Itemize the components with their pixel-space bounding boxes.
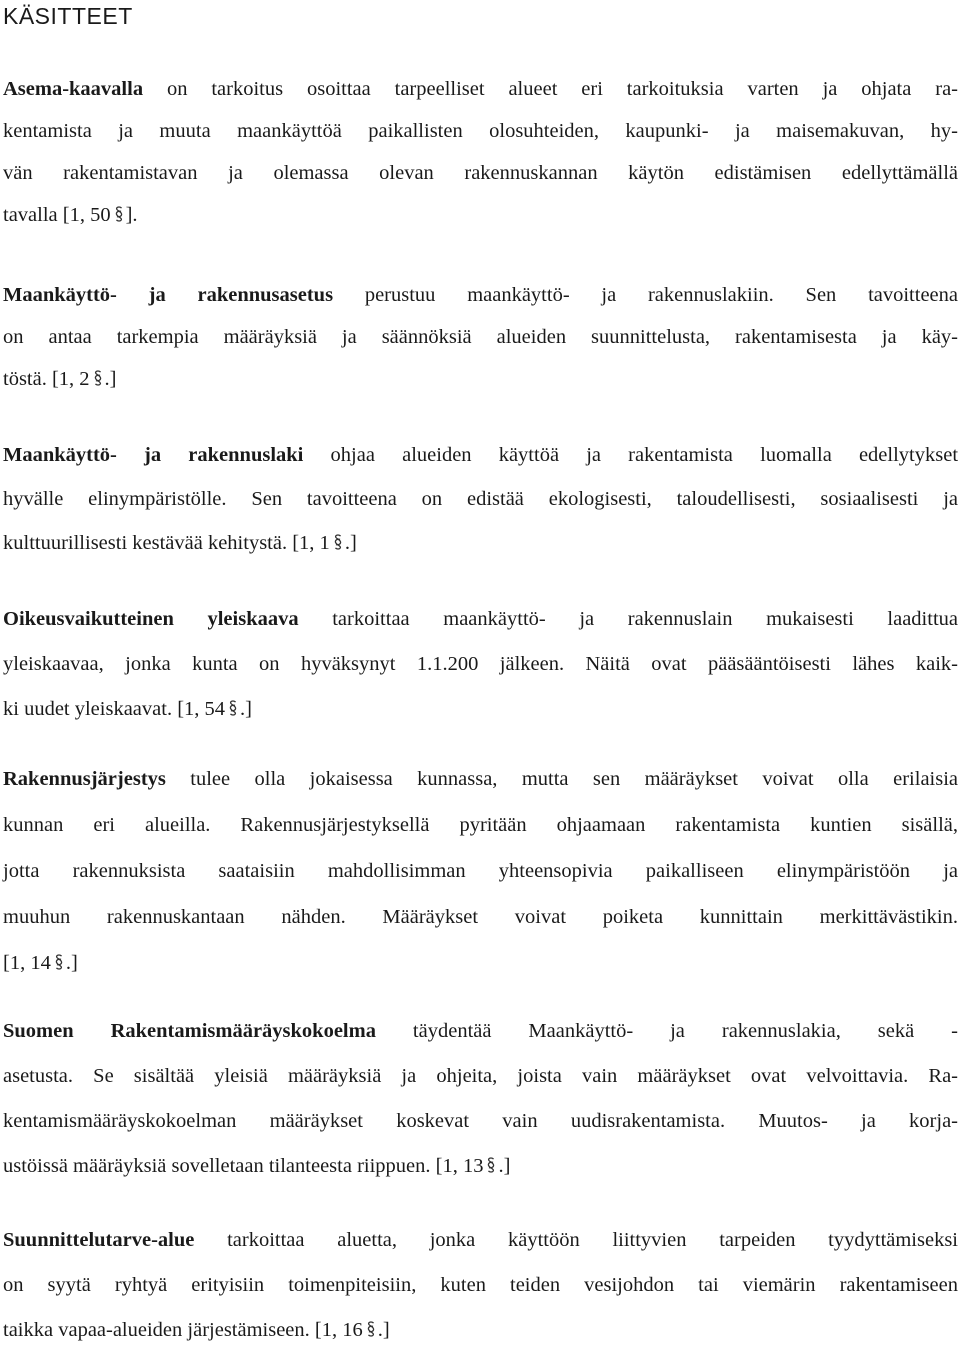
definition-line: hyvälle elinympäristölle. Sen tavoitteena on edistää ekologisesti, taloudellisesti, sosiaalisesti ja [3, 488, 958, 510]
section-sign-icon [332, 533, 344, 551]
definition-asema-kaavalla [3, 68, 958, 236]
definition-rakennusjarjestys [3, 756, 958, 986]
definition-line: [1, 14 .] [3, 952, 78, 974]
definition-line: kunnan eri alueilla. Rakennusjärjestyksellä pyritään ohjaamaan rakentamista kuntien sisällä, [3, 814, 958, 836]
definition-line: vän rakentamistavan ja olemassa olevan rakennuskannan käytön edistämisen edellyttämällä [3, 162, 958, 184]
definition-line: asetusta. Se sisältää yleisiä määräyksiä ja ohjeita, joista vain määräykset ovat velvoittavia. Ra- [3, 1065, 958, 1087]
definition-line: tavalla [1, 50 ]. [3, 204, 138, 226]
definition-line: Maankäyttö- ja rakennusasetus perustuu maankäyttö- ja rakennuslakiin. Sen tavoitteena [3, 284, 958, 306]
section-sign-icon [227, 699, 239, 717]
section-sign-icon [113, 205, 125, 223]
definition-line: Suomen Rakentamismääräyskokoelma täydentää Maankäyttö- ja rakennuslakia, sekä - [3, 1020, 959, 1042]
definition-line: yleiskaavaa, jonka kunta on hyväksynyt 1.1.200 jälkeen. Näitä ovat pääsääntöisesti lähes kaik- [3, 653, 958, 675]
definition-line: Maankäyttö- ja rakennuslaki ohjaa alueiden käyttöä ja rakentamista luomalla edellytykset [3, 444, 959, 466]
section-sign-icon [485, 1156, 497, 1174]
definition-term: Rakennusjärjestys [3, 768, 166, 790]
definition-line: kentamismääräyskokoelman määräykset koskevat vain uudisrakentamista. Muutos- ja korja- [3, 1110, 958, 1132]
definition-maankaytto-ja-rakennuslaki [3, 433, 958, 565]
definition-line: muuhun rakennuskantaan nähden. Määräykset voivat poiketa kunnittain merkittävästikin. [3, 906, 958, 928]
definition-term: Suunnittelutarve-alue [3, 1229, 195, 1251]
definition-line: kulttuurillisesti kestävää kehitystä. [1, 1 .] [3, 532, 357, 554]
section-sign-icon [53, 953, 65, 971]
definition-suomen-rakentamismaarayskokoelma [3, 1009, 958, 1189]
definition-line: taikka vapaa-alueiden järjestämiseen. [1, 16 .] [3, 1319, 390, 1341]
definition-line: Asema-kaavalla on tarkoitus osoittaa tarpeelliset alueet eri tarkoituksia varten ja ohjata ra- [3, 78, 958, 100]
page-title: KÄSITTEET [3, 3, 133, 29]
definition-line: on syytä ryhtyä erityisiin toimenpiteisiin, kuten teiden vesijohdon tai viemärin rakentamiseen [3, 1274, 958, 1296]
definition-oikeusvaikutteinen-yleiskaava [3, 597, 958, 732]
definition-line: ki uudet yleiskaavat. [1, 54 .] [3, 698, 252, 720]
definition-line: jotta rakennuksista saataisiin mahdollisimman yhteensopivia paikalliseen elinympäristöön ja [3, 860, 958, 882]
section-sign-icon [365, 1320, 377, 1338]
definition-line: kentamista ja muuta maankäyttöä paikallisten olosuhteiden, kaupunki- ja maisemakuvan, hy- [3, 120, 958, 142]
definition-term: Maankäyttö- ja rakennusasetus [3, 284, 334, 306]
definition-line: töstä. [1, 2 .] [3, 368, 117, 390]
definition-line: Oikeusvaikutteinen yleiskaava tarkoittaa maankäyttö- ja rakennuslain mukaisesti laadittua [3, 608, 958, 630]
section-sign-icon [92, 369, 104, 387]
definition-maankaytto-ja-rakennusasetus [3, 274, 958, 400]
definition-term: Oikeusvaikutteinen yleiskaava [3, 608, 299, 630]
definition-line: Suunnittelutarve-alue tarkoittaa aluetta, jonka käyttöön liittyvien tarpeiden tyydyttämiseksi [3, 1229, 959, 1251]
definition-line: Rakennusjärjestys tulee olla jokaisessa kunnassa, mutta sen määräykset voivat olla erilaisia [3, 768, 959, 790]
definition-term: Suomen Rakentamismääräyskokoelma [3, 1020, 376, 1042]
definition-term: Maankäyttö- ja rakennuslaki [3, 444, 304, 466]
definition-term: Asema-kaavalla [3, 78, 144, 100]
definition-suunnittelutarve-alue [3, 1218, 958, 1353]
definition-line: on antaa tarkempia määräyksiä ja säännöksiä alueiden suunnittelusta, rakentamisesta ja käy- [3, 326, 958, 348]
definition-line: ustöissä määräyksiä sovelletaan tilanteesta riippuen. [1, 13 .] [3, 1155, 511, 1177]
